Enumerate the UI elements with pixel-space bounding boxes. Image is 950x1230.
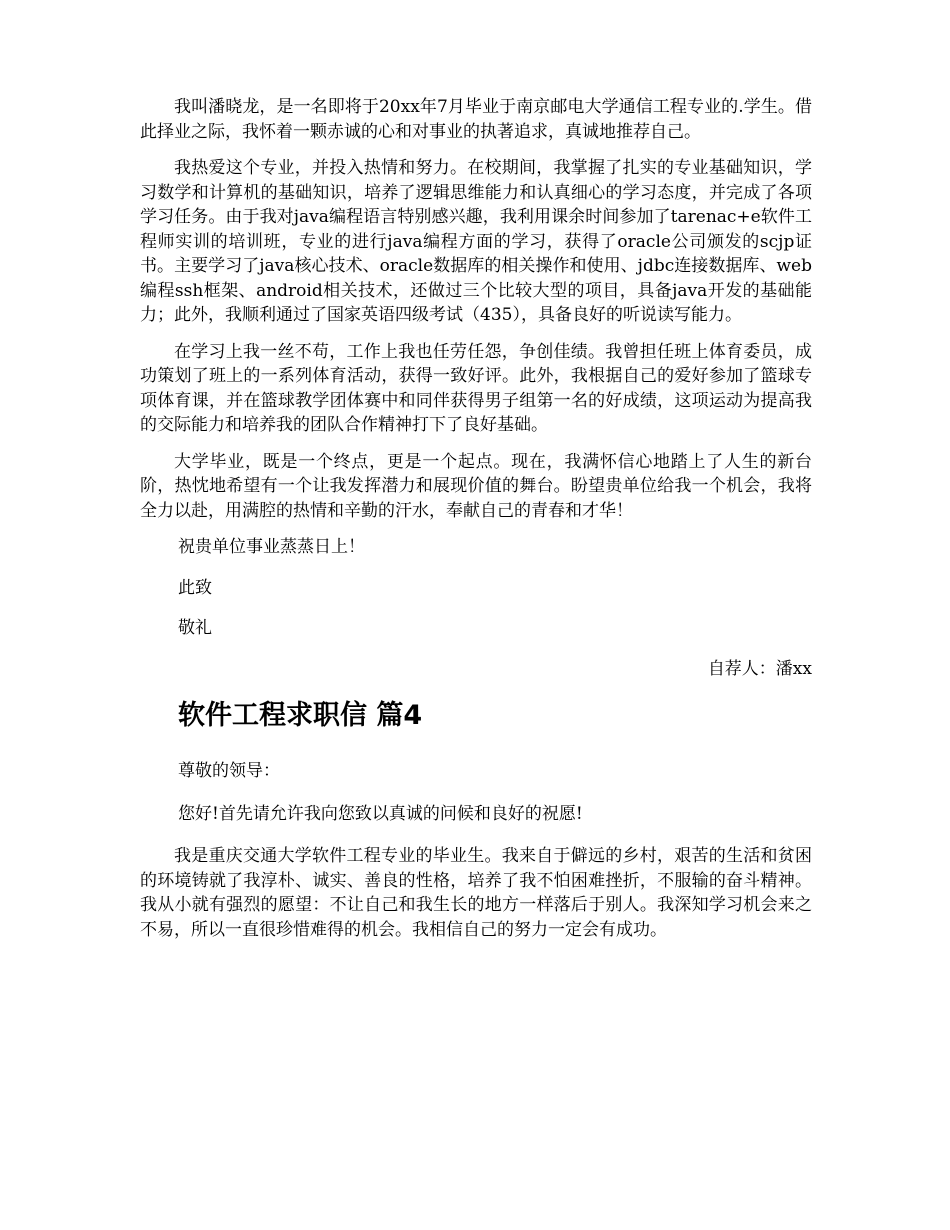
letter-4-heading: 软件工程求职信 篇4 — [178, 700, 423, 731]
letter-3-signature: 自荐人：潘xx — [707, 658, 812, 679]
letter-3-paragraph-3: 在学习上我一丝不苟，工作上我也任劳任怨，争创佳绩。我曾担任班上体育委员，成功策划了班上的一系列体育活动，获得一致好评。此外，我根据自己的爱好参加了篮球专项体育课，并在篮球教学团体赛中和同伴获得男子组第一名的好成绩，这项运动为提高我的交际能力和培养我的团队合作精神打下了良好基础。 — [140, 341, 812, 435]
letter-4-paragraph-1: 我是重庆交通大学软件工程专业的毕业生。我来自于僻远的乡村，艰苦的生活和贫困的环境铸就了我淳朴、诚实、善良的性格，培养了我不怕困难挫折，不服输的奋斗精神。我从小就有强烈的愿望：不让自己和我生长的地方一样落后于别人。我深知学习机会来之不易，所以一直很珍惜难得的机会。我相信自己的努力一定会有成功。 — [140, 846, 812, 940]
letter-4-greeting: 您好!首先请允许我向您致以真诚的问候和良好的祝愿! — [178, 803, 583, 824]
letter-3-paragraph-2: 我热爱这个专业，并投入热情和努力。在校期间，我掌握了扎实的专业基础知识，学习数学和计算机的基础知识，培养了逻辑思维能力和认真细心的学习态度，并完成了各项学习任务。由于我对java编程语言特别感兴趣，我利用课余时间参加了tarenac+e软件工程师实训的培训班，专业的进行java编程方面的学习，获得了oracle公司颁发的scjp证书。主要学习了java核心技术、oracle数据库的相关操作和使用、jdbc连接数据库、web编程ssh框架、android相关技术，还做过三个比较大型的项目，具备java开发的基础能力；此外，我顺利通过了国家英语四级考试（435），具备良好的听说读写能力。 — [140, 158, 812, 325]
letter-3-closing-2: 敬礼 — [178, 618, 212, 638]
letter-4-salutation: 尊敬的领导： — [178, 761, 280, 781]
letter-3-body — [140, 95, 812, 681]
letter-3-paragraph-1: 我叫潘晓龙，是一名即将于20xx年7月毕业于南京邮电大学通信工程专业的.学生。借此择业之际，我怀着一颗赤诚的心和对事业的执著追求，真诚地推荐自己。 — [140, 97, 812, 142]
letter-3-wish: 祝贵单位事业蒸蒸日上！ — [178, 537, 365, 557]
letter-3-paragraph-4: 大学毕业，既是一个终点，更是一个起点。现在，我满怀信心地踏上了人生的新台阶，热忱地希望有一个让我发挥潜力和展现价值的舞台。盼望贵单位给我一个机会，我将全力以赴，用满腔的热情和辛勤的汗水，奉献自己的青春和才华！ — [140, 451, 812, 521]
letter-4-body — [140, 759, 812, 942]
document-page — [140, 95, 812, 954]
letter-3-closing-1: 此致 — [178, 577, 212, 598]
